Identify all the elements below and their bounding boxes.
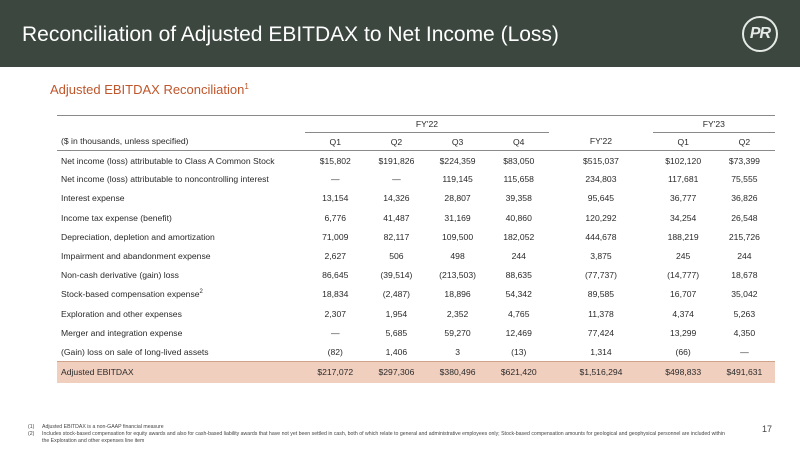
table-row bbox=[57, 285, 775, 304]
cell-q2: 82,117 bbox=[383, 231, 410, 242]
cell-q4: (13) bbox=[511, 346, 527, 357]
footnote bbox=[28, 431, 728, 445]
cell-q4: 88,635 bbox=[505, 270, 532, 281]
cell-q2-23: 75,555 bbox=[731, 174, 758, 185]
cell-q2-23: 244 bbox=[737, 251, 752, 262]
table-row bbox=[57, 342, 775, 361]
table-row bbox=[57, 246, 775, 265]
table-row bbox=[57, 151, 775, 170]
section-title-text: Adjusted EBITDAX Reconciliation bbox=[50, 82, 245, 97]
section-title-footnote-ref: 1 bbox=[244, 82, 249, 91]
row-label: Depreciation, depletion and amortization bbox=[61, 231, 215, 242]
row-label: Merger and integration expense bbox=[61, 327, 183, 338]
column-header-q4: Q4 bbox=[488, 133, 549, 151]
cell-q1: — bbox=[330, 327, 340, 338]
company-logo bbox=[742, 16, 778, 52]
row-label: Net income (loss) attributable to noncontrolling interest bbox=[61, 174, 269, 185]
group-header-empty bbox=[57, 116, 305, 133]
cell-fy22: (77,737) bbox=[584, 270, 617, 281]
total-label: Adjusted EBITDAX bbox=[57, 362, 305, 383]
cell-fy22: 234,803 bbox=[585, 174, 617, 185]
cell-q3: 31,169 bbox=[444, 212, 471, 223]
cell-fy22: 444,678 bbox=[585, 231, 617, 242]
row-label: Net income (loss) attributable to Class A Common Stock bbox=[61, 156, 275, 167]
cell-q1: 71,009 bbox=[322, 231, 349, 242]
cell-q2-23: 215,726 bbox=[728, 231, 760, 242]
column-header-label: ($ in thousands, unless specified) bbox=[57, 133, 305, 151]
footnote-text: Includes stock-based compensation for equity awards and also for cash-based liability awards that have not yet been settled in cash, both of which relate to general and administrative employees only; Stock-based compensation amounts for geological and geophysical personnel are included within the Exploration and other expenses line item bbox=[42, 431, 725, 444]
page-title: Reconciliation of Adjusted EBITDAX to Net Income (Loss) bbox=[22, 23, 559, 46]
group-header-fy23: FY'23 bbox=[653, 116, 775, 133]
cell-fy22: 89,585 bbox=[587, 289, 615, 300]
cell-q1-23: (66) bbox=[675, 346, 691, 357]
cell-q3: 3 bbox=[455, 346, 460, 357]
cell-q1: 2,627 bbox=[324, 251, 347, 262]
cell-fy22: 95,645 bbox=[587, 193, 615, 204]
column-header-row bbox=[57, 133, 775, 151]
cell-q2-23: 36,826 bbox=[731, 193, 758, 204]
cell-q2: 14,326 bbox=[383, 193, 410, 204]
column-header-q1-23: Q1 bbox=[653, 133, 714, 151]
total-q2-23: $491,631 bbox=[714, 362, 775, 383]
row-label: (Gain) loss on sale of long-lived assets bbox=[61, 346, 209, 357]
cell-fy22: 11,378 bbox=[588, 308, 614, 319]
total-q3: $380,496 bbox=[427, 362, 488, 383]
row-label: Income tax expense (benefit) bbox=[61, 212, 172, 223]
header-bar bbox=[0, 0, 800, 67]
total-row bbox=[57, 362, 775, 383]
cell-fy22: 3,875 bbox=[590, 251, 612, 262]
footnote-text: Adjusted EBITDAX is a non-GAAP financial measure bbox=[42, 424, 164, 430]
group-header-row bbox=[57, 116, 775, 133]
table-row bbox=[57, 208, 775, 227]
cell-q4: 4,765 bbox=[507, 308, 530, 319]
total-q1: $217,072 bbox=[305, 362, 366, 383]
cell-fy22: 77,424 bbox=[587, 327, 615, 338]
total-q4: $621,420 bbox=[488, 362, 549, 383]
cell-q1-23: (14,777) bbox=[667, 270, 700, 281]
row-label: Exploration and other expenses bbox=[61, 308, 182, 319]
cell-q2: 1,406 bbox=[385, 346, 408, 357]
row-label-footnote-ref: 2 bbox=[199, 289, 203, 296]
cell-q2: (2,487) bbox=[382, 289, 411, 300]
section-title bbox=[50, 82, 249, 97]
row-label: Impairment and abandonment expense bbox=[61, 251, 211, 262]
row-label: Non-cash derivative (gain) loss bbox=[61, 270, 179, 281]
cell-q2: 506 bbox=[389, 251, 404, 262]
table-body bbox=[57, 151, 775, 383]
cell-q1: 18,834 bbox=[322, 289, 349, 300]
cell-q4: 182,052 bbox=[503, 231, 535, 242]
row-label bbox=[57, 285, 305, 304]
cell-fy22: 1,314 bbox=[590, 346, 612, 357]
cell-q3: 119,145 bbox=[442, 174, 473, 185]
cell-q3: 28,807 bbox=[444, 193, 471, 204]
cell-q2: $191,826 bbox=[378, 156, 415, 167]
cell-q1: (82) bbox=[327, 346, 343, 357]
cell-q1-23: 245 bbox=[676, 251, 691, 262]
page-number: 17 bbox=[762, 424, 773, 434]
cell-q2: — bbox=[392, 174, 401, 185]
column-header-fy22: FY'22 bbox=[549, 133, 652, 151]
cell-q3: 498 bbox=[450, 251, 465, 262]
cell-q1-23: $102,120 bbox=[665, 156, 702, 167]
footnote bbox=[28, 424, 728, 431]
cell-q1-23: 13,299 bbox=[670, 327, 697, 338]
table-row bbox=[57, 266, 775, 285]
cell-q2-23: 18,678 bbox=[731, 270, 758, 281]
footnote-number: (1) bbox=[28, 424, 35, 430]
total-fy22: $1,516,294 bbox=[549, 362, 652, 383]
table-row bbox=[57, 170, 775, 189]
group-header-empty-fy bbox=[549, 116, 652, 133]
column-header-q2-23: Q2 bbox=[714, 133, 775, 151]
cell-q2-23: 4,350 bbox=[733, 327, 756, 338]
cell-q1: 6,776 bbox=[324, 212, 347, 223]
cell-q3: (213,503) bbox=[439, 270, 476, 281]
cell-q1: $15,802 bbox=[319, 156, 351, 167]
cell-q1-23: 4,374 bbox=[672, 308, 694, 319]
table-row bbox=[57, 323, 775, 342]
cell-q1-23: 117,681 bbox=[667, 174, 699, 185]
cell-q1-23: 188,219 bbox=[667, 231, 699, 242]
cell-fy22: $515,037 bbox=[583, 156, 619, 167]
reconciliation-table bbox=[57, 115, 775, 383]
cell-q2-23: 5,263 bbox=[733, 308, 756, 319]
cell-q3: 59,270 bbox=[444, 327, 471, 338]
table-row bbox=[57, 304, 775, 323]
cell-q2: 1,954 bbox=[385, 308, 408, 319]
cell-q1: 13,154 bbox=[322, 193, 349, 204]
column-header-q1: Q1 bbox=[305, 133, 366, 151]
footnotes bbox=[28, 424, 728, 445]
cell-q4: 54,342 bbox=[505, 289, 532, 300]
group-header-fy22: FY'22 bbox=[305, 116, 550, 133]
row-label: Interest expense bbox=[61, 193, 125, 204]
cell-q4: 40,860 bbox=[505, 212, 532, 223]
row-label-text: Stock-based compensation expense bbox=[61, 289, 200, 300]
cell-q3: 18,896 bbox=[444, 289, 471, 300]
logo-text: PR bbox=[749, 25, 771, 42]
cell-q4: 244 bbox=[511, 251, 526, 262]
cell-q4: 12,469 bbox=[505, 327, 532, 338]
cell-q2: 5,685 bbox=[385, 327, 408, 338]
cell-q2-23: 26,548 bbox=[731, 212, 758, 223]
footnote-number: (2) bbox=[28, 431, 35, 437]
cell-q3: 2,352 bbox=[446, 308, 469, 319]
cell-fy22: 120,292 bbox=[585, 212, 617, 223]
cell-q1: 2,307 bbox=[324, 308, 347, 319]
total-q2: $297,306 bbox=[366, 362, 427, 383]
cell-q1-23: 36,777 bbox=[670, 193, 697, 204]
cell-q1-23: 34,254 bbox=[670, 212, 697, 223]
table-row bbox=[57, 227, 775, 246]
cell-q4: $83,050 bbox=[503, 156, 535, 167]
cell-q3: 109,500 bbox=[442, 231, 474, 242]
cell-q1: — bbox=[330, 174, 340, 185]
cell-q3: $224,359 bbox=[439, 156, 476, 167]
column-header-q2: Q2 bbox=[366, 133, 427, 151]
table-row bbox=[57, 189, 775, 208]
cell-q2-23: — bbox=[740, 346, 749, 357]
cell-q2: (39,514) bbox=[380, 270, 413, 281]
column-header-q3: Q3 bbox=[427, 133, 488, 151]
cell-q2-23: 35,042 bbox=[731, 289, 758, 300]
cell-q2-23: $73,399 bbox=[728, 156, 760, 167]
total-q1-23: $498,833 bbox=[653, 362, 714, 383]
cell-q4: 115,658 bbox=[503, 174, 534, 185]
cell-q4: 39,358 bbox=[505, 193, 532, 204]
cell-q2: 41,487 bbox=[383, 212, 410, 223]
cell-q1: 86,645 bbox=[322, 270, 349, 281]
cell-q1-23: 16,707 bbox=[670, 289, 697, 300]
